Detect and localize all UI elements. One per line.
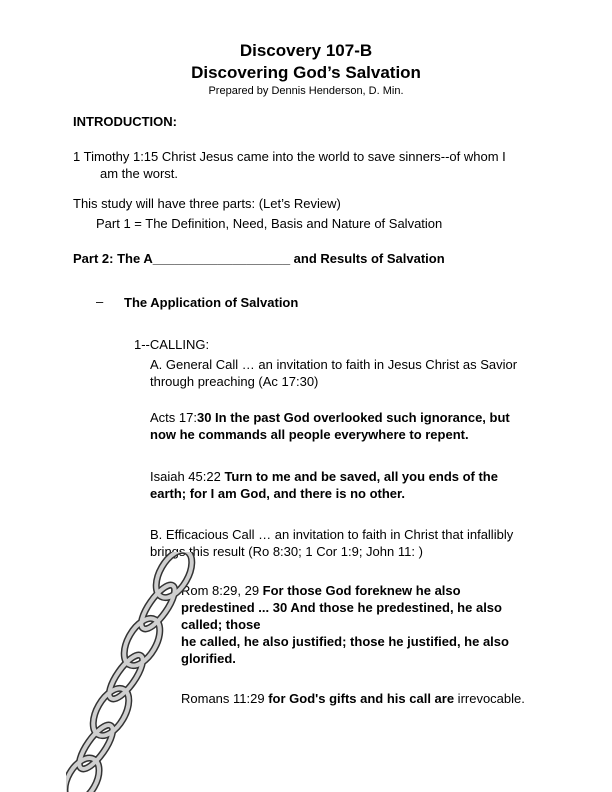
romans11-bold: for God's gifts and his call are [268,691,455,706]
romans11-verse [181,690,525,707]
timothy-verse-line2: am the worst. [100,166,179,181]
part2-heading: Part 2: The A___________________ and Results of Salvation [73,251,445,266]
bullet-dash: – [96,294,104,309]
romans8-ref: Rom 8:29, 29 [181,583,263,598]
calling-label: 1--CALLING: [134,337,210,352]
prepared-by: Prepared by Dennis Henderson, D. Min. [208,85,404,97]
acts-verse-line1 [150,409,510,426]
romans11-ref: Romans 11:29 [181,691,269,706]
isaiah-ref: Isaiah 45:22 [150,469,225,484]
document-subtitle: Discovering God’s Salvation [191,63,421,82]
romans8-line1 [181,582,461,599]
romans8-line3: called; those [181,617,261,632]
part1-text: Part 1 = The Definition, Need, Basis and Nature of Salvation [96,216,443,231]
application-subheading: The Application of Salvation [124,295,299,310]
romans11-end: irrevocable. [454,691,525,706]
chain-links [66,552,196,792]
romans8-line5: glorified. [181,651,236,666]
introduction-heading: INTRODUCTION: [73,114,177,129]
acts-ref: Acts 17: [150,410,197,425]
chain-illustration [66,552,196,792]
document-title: Discovery 107-B [239,41,373,60]
acts-text-1: 30 In the past God overlooked such ignorance, but [196,410,510,425]
efficacious-call-line2: brings this result (Ro 8:30; 1 Cor 1:9; John 11: ) [150,544,423,559]
romans8-line4: he called, he also justified; those he justified, he also [181,634,509,649]
timothy-verse-line1: 1 Timothy 1:15 Christ Jesus came into the world to save sinners--of whom I [73,149,506,164]
acts-verse-line2: now he commands all people everywhere to repent. [150,427,469,442]
isaiah-verse-line2: earth; for I am God, and there is no other. [150,486,405,501]
romans8-text-1: For those God foreknew he also [262,583,461,598]
general-call-line1: A. General Call … an invitation to faith in Jesus Christ as Savior [150,357,518,372]
isaiah-text-1: Turn to me and be saved, all you ends of the [224,469,498,484]
study-parts-text: This study will have three parts: (Let’s Review) [73,196,341,211]
isaiah-verse-line1 [150,468,498,485]
general-call-line2: through preaching (Ac 17:30) [150,374,319,389]
efficacious-call-line1: B. Efficacious Call … an invitation to faith in Christ that infallibly [150,527,514,542]
romans8-line2: predestined ... 30 And those he predestined, he also [181,600,502,615]
